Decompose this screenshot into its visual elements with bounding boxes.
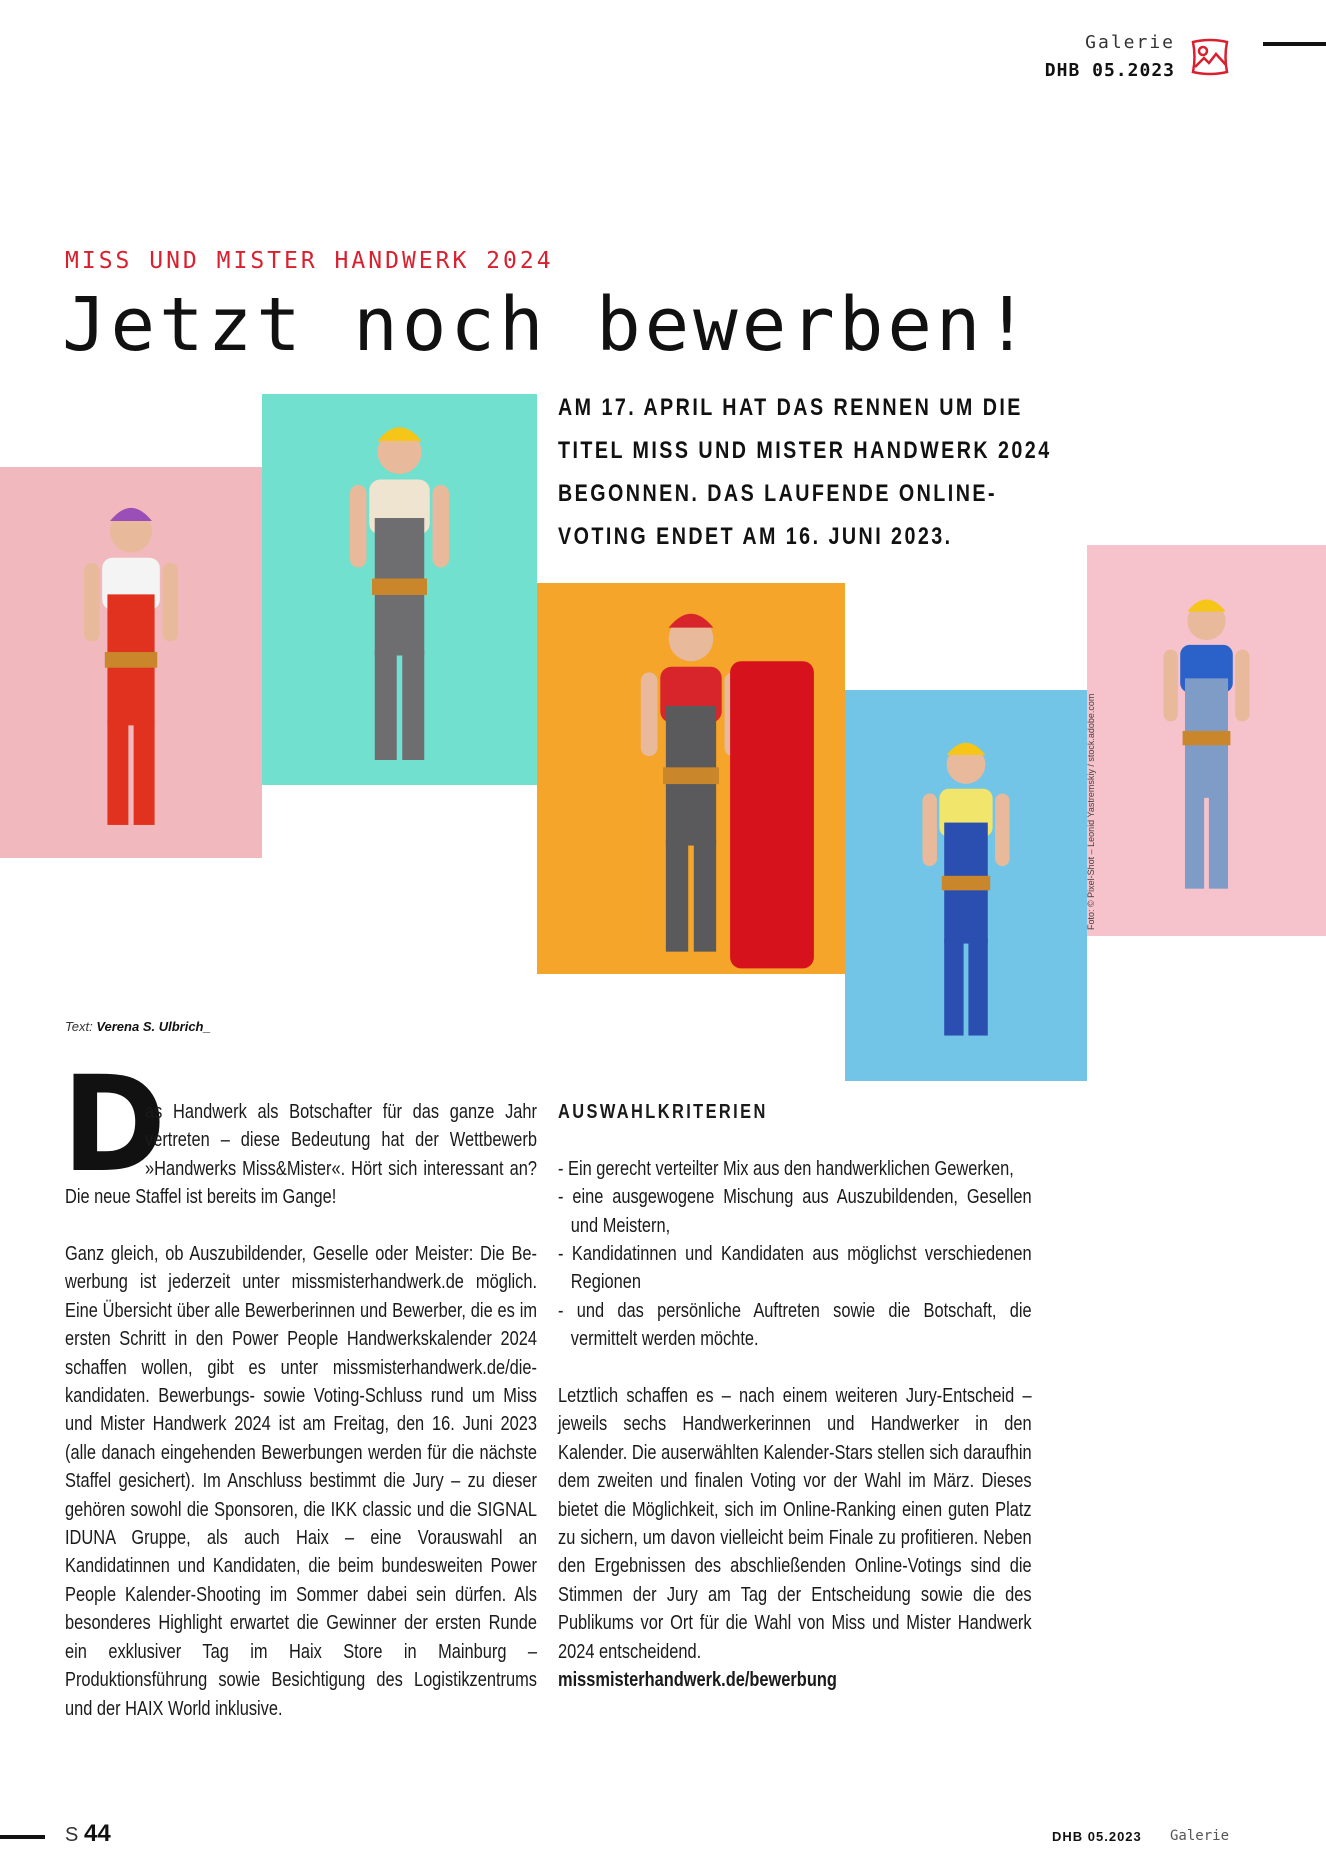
person-figure	[537, 583, 845, 974]
footer-issue: DHB 05.2023	[1052, 1829, 1142, 1844]
photo-credit: Foto: © Pixel-Shot – Leonid Yastremskiy / stock.adobe.com	[1086, 693, 1096, 930]
photo-woman-red-overalls	[0, 467, 262, 858]
article-intro: AM 17. APRIL HAT DAS RENNEN UM DIE TITEL MISS UND MISTER HANDWERK 2024 BEGONNEN. DAS LAUFENDE ONLINE-VOTING ENDET AM 16. JUNI 2023.	[558, 394, 1052, 550]
header-rule	[1263, 42, 1326, 46]
byline-label: Text:	[65, 1019, 93, 1034]
criteria-heading: AUSWAHLKRITERIEN	[558, 1100, 768, 1123]
photo-senior-man-fridge	[537, 583, 845, 974]
body-right-column	[558, 1098, 1032, 1695]
criteria-item: - und das persönliche Auftreten sowie die Botschaft, die vermittelt werden möchte.	[558, 1298, 1032, 1351]
header-section: Galerie	[1085, 32, 1175, 53]
article-title: Jetzt noch bewerben!	[62, 282, 1034, 368]
footer-section: Galerie	[1170, 1828, 1230, 1844]
body-paragraph: Ganz gleich, ob Auszubildender, Geselle oder Meister: Die Bewerbung ist jederzeit unter missmisterhandwerk.de möglich. Eine Übersicht über alle Bewerberinnen und Bewerber, die es im ersten Schritt in den Power People Handwerkskalender 2024 schaffen wollen, gibt es unter missmisterhandwerk.de/die-kandidaten. Bewerbungs- sowie Voting-Schluss rund um Miss und Mister Handwerk 2024 ist am Freitag, den 16. Juni 2023 (alle danach eingehenden Bewerbungen werden für die nächste Staffel gesichert). Im Anschluss bestimmt die Jury – zu dieser gehören sowohl die Sponsoren, die IKK classic und die SIGNAL IDUNA Gruppe, als auch Haix – eine Vorauswahl an Kandidatinnen und Kandidaten, die beim bundesweiten Power People Kalender-Shooting im Sommer dabei sein dürfen. Als besonderes Highlight erwartet die Gewinner der ersten Runde ein exklusiver Tag im Haix Store in Mainburg – Produktionsführung sowie Besichtigung des Logistikzentrums und der HAIX World inklusive.	[65, 1242, 537, 1720]
person-figure	[845, 690, 1087, 1081]
criteria-item: - Ein gerecht verteilter Mix aus den handwerklichen Gewerken,	[558, 1156, 1014, 1180]
drop-cap-spacer	[65, 1098, 145, 1182]
person-figure	[1087, 545, 1326, 936]
body-paragraph	[65, 1098, 537, 1212]
header-issue: DHB 05.2023	[1044, 60, 1175, 81]
body-paragraph: Letztlich schaffen es – nach einem weiteren Jury-Entscheid – jeweils sechs Handwerkerinnen und Handwerker in den Kalender. Die auserwählten Kalender-Stars stellen sich daraufhin dem zweiten und finalen Voting vor der Wahl im März. Dieses bietet die Möglichkeit, sich im Online-Ranking einen guten Platz zu sichern, um davon vielleicht beim Finale zu profitieren. Neben den Ergebnissen des abschließenden Online-Votings sind die Stimmen der Jury am Tag der Entscheidung sowie die des Publikums vor Ort für die Wahl von Miss und Mister Handwerk 2024 entscheidend.	[558, 1384, 1032, 1663]
photo-man-with-hammer	[262, 394, 537, 785]
footer-page-number: 44	[84, 1820, 111, 1847]
person-figure	[0, 467, 262, 858]
criteria-item: - eine ausgewogene Mischung aus Auszubildenden, Gesellen und Meistern,	[558, 1185, 1032, 1237]
gallery-image-icon	[1189, 36, 1231, 78]
article-kicker: MISS UND MISTER HANDWERK 2024	[65, 248, 554, 274]
byline-author: Verena S. Ulbrich_	[96, 1019, 211, 1034]
body-left-column	[65, 1098, 537, 1751]
application-link[interactable]: missmisterhandwerk.de/bewerbung	[558, 1668, 837, 1692]
photo-woman-blue-sweater	[1087, 545, 1326, 936]
criteria-item: - Kandidatinnen und Kandidaten aus möglichst verschiedenen Regionen	[558, 1242, 1032, 1294]
photo-woman-clipboard	[845, 690, 1087, 1081]
footer-rule	[0, 1835, 45, 1839]
criteria-list	[558, 1155, 1032, 1354]
drop-cap: D	[62, 1048, 167, 1202]
byline	[65, 1019, 211, 1034]
footer-page-prefix: S	[65, 1824, 79, 1846]
paragraph-text: as Handwerk als Botschafter für das ganze Jahr vertreten – diese Bedeutung hat der Wettbewerb »Handwerks Miss&Mister«. Hört sich interessant an? Die neue Staffel ist bereits im Gange!	[65, 1100, 537, 1209]
person-figure	[262, 394, 537, 785]
